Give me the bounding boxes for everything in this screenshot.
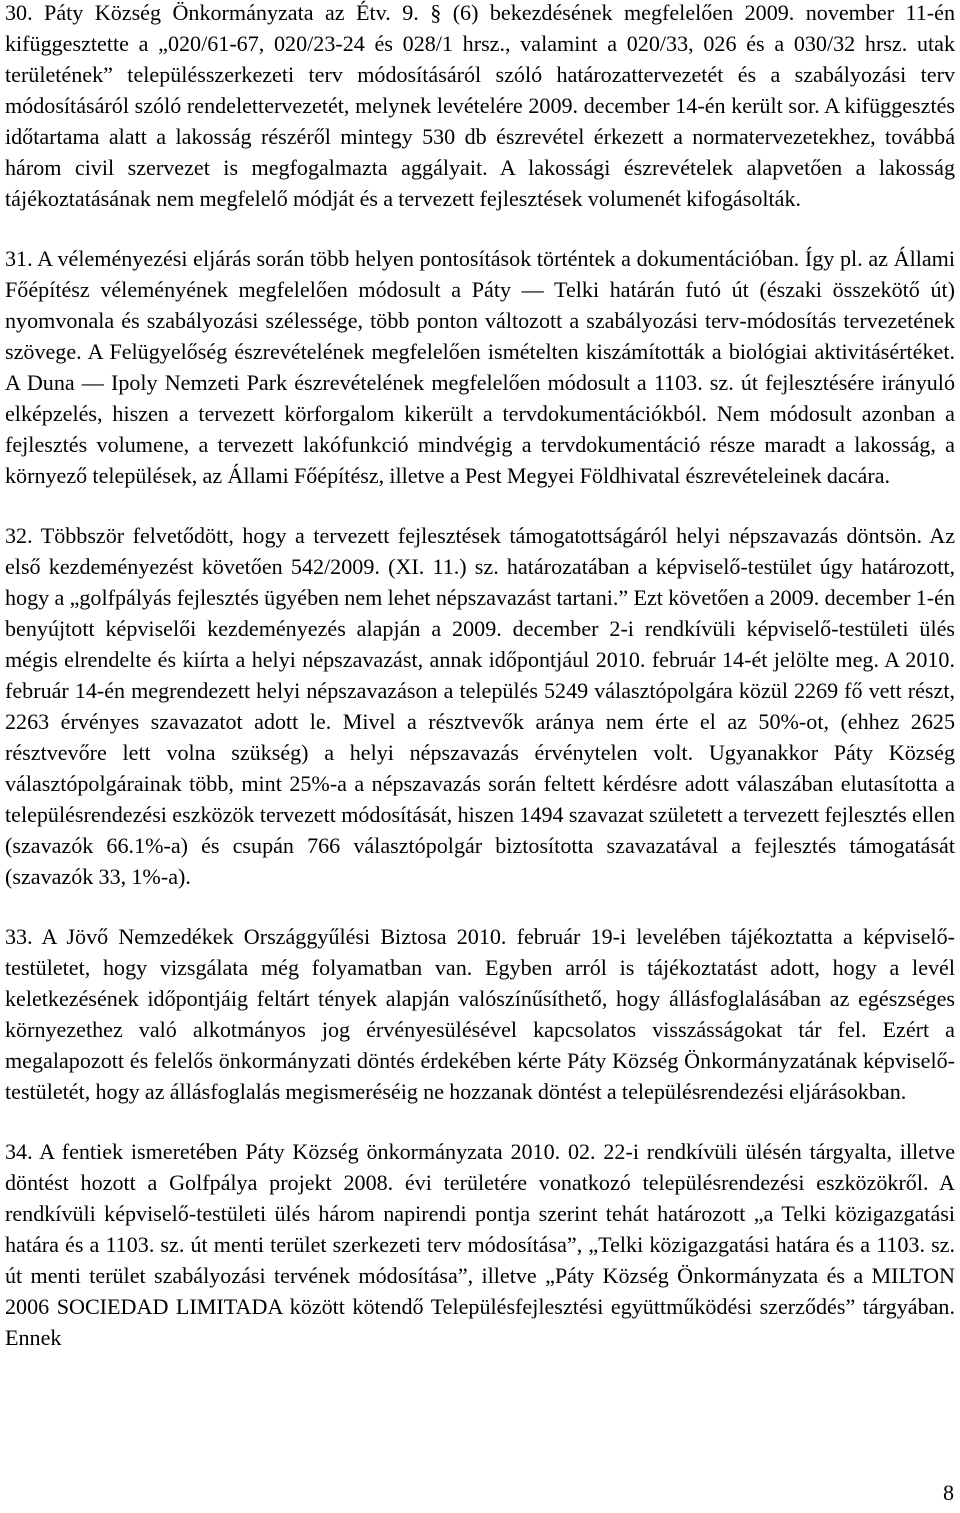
paragraph-32: 32. Többször felvetődött, hogy a tervezett fejlesztések támogatottságáról helyi népszavazás döntsön. Az első kezdeményezést követően 542/2009. (XI. 11.) sz. határozatában a képviselő-testület úgy határozott, hogy a „golfpályás fejlesztés ügyében nem lehet népszavazást tartani.” Ezt követően a 2009. december 1-én benyújtott képviselői kezdeményezés alapján a 2009. december 2-i rendkívüli képviselő-testületi ülés mégis elrendelte és kiírta a helyi népszavazást, annak időpontjául 2010. február 14-ét jelölte meg. A 2010. február 14-én megrendezett helyi népszavazáson a település 5249 választópolgára közül 2269 fő vett részt, 2263 érvényes szavazatot adott le. Mivel a résztvevők aránya nem érte el az 50%-ot, (ehhez 2625 résztvevőre lett volna szükség) a helyi népszavazás érvénytelen volt. Ugyanakkor Páty Község választópolgárainak több, mint 25%-a a népszavazás során feltett kérdésre adott válaszában elutasította a településrendezési eszközök tervezett módosítását, hiszen 1494 szavazat született a tervezett fejlesztés ellen (szavazók 66.1%-a) és csupán 766 választópolgár biztosította szavazatával a fejlesztés támogatását (szavazók 33, 1%-a). [5,523,955,889]
paragraph-30: 30. Páty Község Önkormányzata az Étv. 9. § (6) bekezdésének megfelelően 2009. november 11-én kifüggesztette a „020/61-67, 020/23-24 és 028/1 hrsz., valamint a 020/33, 026 és a 030/32 hrsz. utak területének” településszerkezeti terv módosításáról szóló határozattervezetét és a szabályozási terv módosításáról szóló rendelettervezetét, melynek levételére 2009. december 14-én került sor. A kifüggesztés időtartama alatt a lakosság részéről mintegy 530 db észrevétel érkezett a normatervezetekhez, továbbá három civil szervezet is megfogalmazta aggályait. A lakossági észrevételek alapvetően a lakosság tájékoztatásának nem megfelelő módját és a tervezett fejlesztések volumenét kifogásolták. [5,0,955,211]
paragraph-33: 33. A Jövő Nemzedékek Országgyűlési Biztosa 2010. február 19-i levelében tájékoztatta a képviselő-testületet, hogy vizsgálata még folyamatban van. Egyben arról is tájékoztatást adott, hogy a levél keletkezésének időpontjáig feltárt tények alapján valószínűsíthető, hogy állásfoglalásában az egészséges környezethez való alkotmányos jog érvényesülésével kapcsolatos visszásságokat tár fel. Ezért a megalapozott és felelős önkormányzati döntés érdekében kérte Páty Község Önkormányzatának képviselő-testületét, hogy az állásfoglalás megismeréséig ne hozzanak döntést a településrendezési eljárásokban. [5,924,955,1104]
document-body [5,0,955,1382]
paragraph-31: 31. A véleményezési eljárás során több helyen pontosítások történtek a dokumentációban. Így pl. az Állami Főépítész véleményének megfelelően módosult a Páty — Telki határán futó út (északi összekötő út) nyomvonala és szabályozási szélessége, több ponton változott a szabályozási terv-módosítás tervezetének szövege. A Felügyelőség észrevételének megfelelően ismételten kiszámították a biológiai aktivitásértéket. A Duna — Ipoly Nemzeti Park észrevételének megfelelően módosult a 1103. sz. út fejlesztésére irányuló elképzelés, hiszen a tervezett körforgalom kikerült a tervdokumentációkból. Nem módosult azonban a fejlesztés volumene, a tervezett lakófunkció mindvégig a tervdokumentáció része maradt a lakosság, a környező települések, az Állami Főépítész, illetve a Pest Megyei Földhivatal észrevételeinek dacára. [5,246,955,488]
page-number: 8 [942,1480,954,1505]
paragraph-34: 34. A fentiek ismeretében Páty Község önkormányzata 2010. 02. 22-i rendkívüli ülésén tárgyalta, illetve döntést hozott a Golfpálya projekt 2008. évi területére vonatkozó településrendezési eszközökről. A rendkívüli képviselő-testületi ülés három napirendi pontja szerint tehát határozott „a Telki közigazgatási határa és a 1103. sz. út menti terület szerkezeti terv módosítása”, „Telki közigazgatási határa és a 1103. sz. út menti terület szabályozási tervének módosítása”, illetve „Páty Község Önkormányzata és a MILTON 2006 SOCIEDAD LIMITADA között kötendő Településfejlesztési együttműködési szerződés” tárgyában. Ennek [5,1139,955,1350]
